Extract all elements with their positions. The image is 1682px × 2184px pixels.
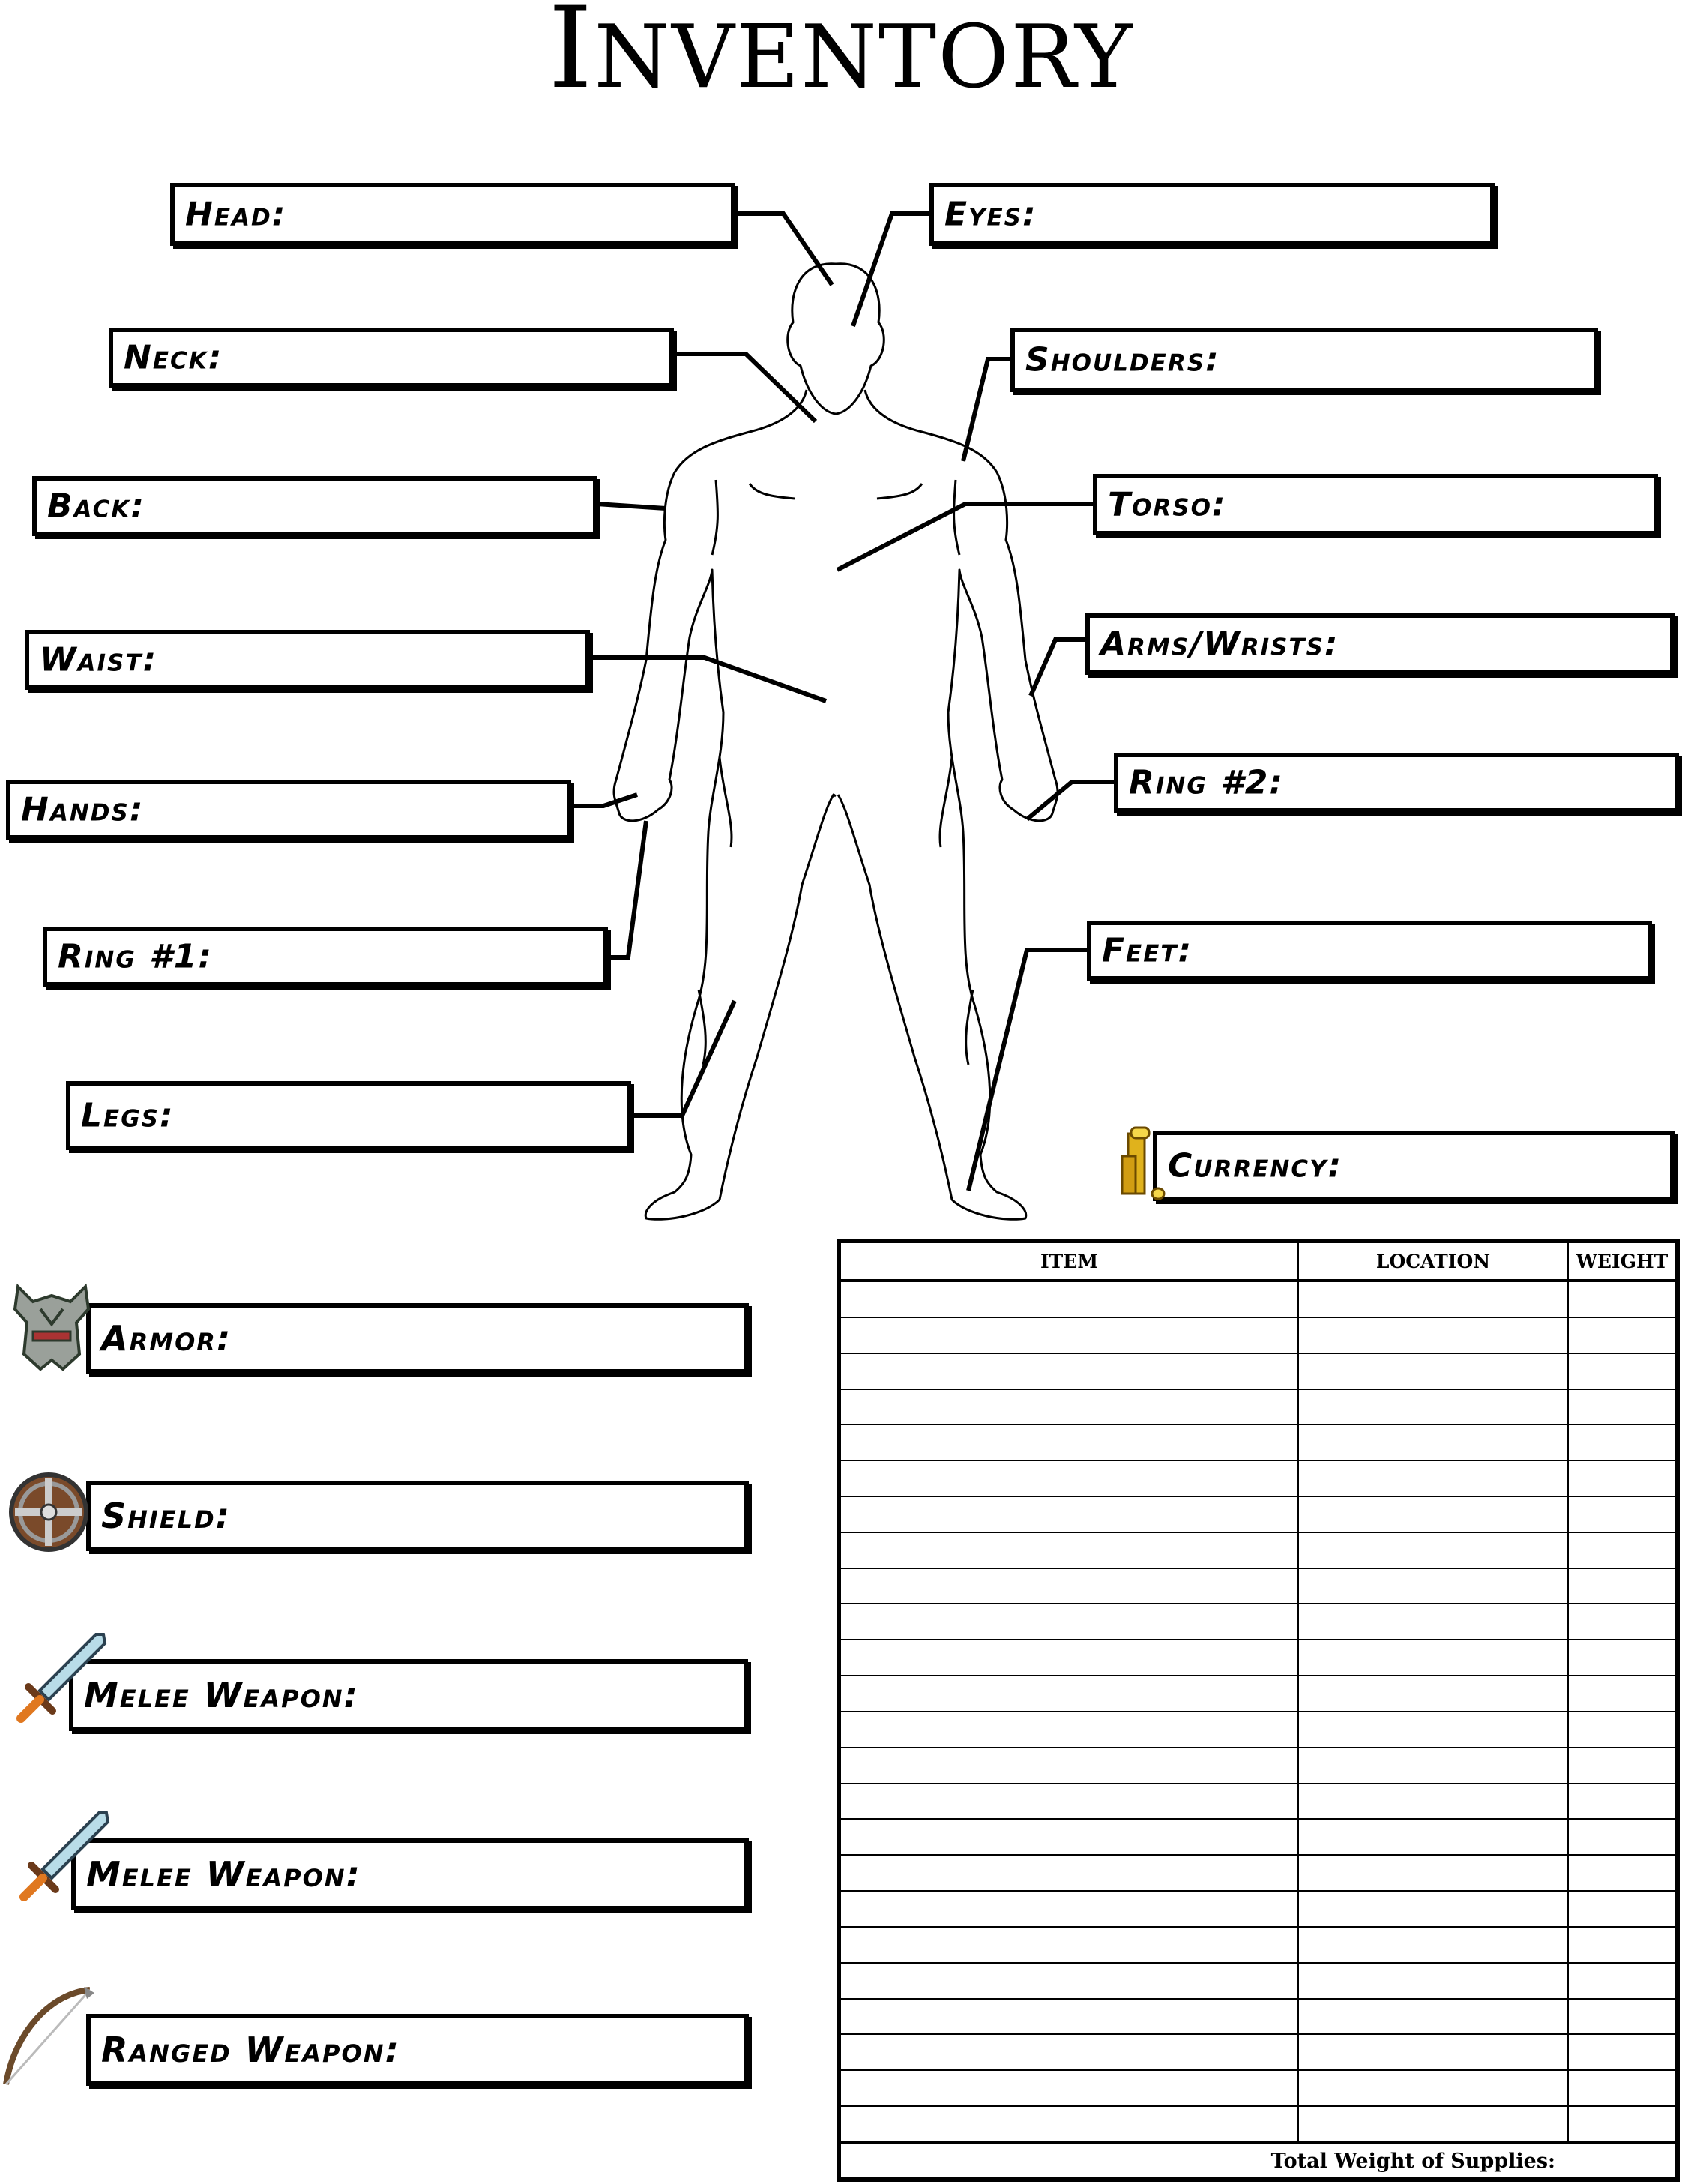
item-cell[interactable] <box>839 1317 1298 1353</box>
location-cell[interactable] <box>1298 2034 1568 2070</box>
table-row <box>839 2070 1678 2106</box>
table-row <box>839 1460 1678 1496</box>
table-row <box>839 1999 1678 2035</box>
table-header-row <box>839 1241 1678 1281</box>
arms-wrists-label: Arms/Wrists: <box>1100 625 1339 664</box>
table-row <box>839 1784 1678 1820</box>
weight-cell[interactable] <box>1568 1855 1678 1891</box>
item-column-header: ITEM <box>839 1241 1298 1281</box>
ring-1-slot[interactable] <box>43 927 608 987</box>
gold-coins-icon <box>1121 1126 1166 1201</box>
table-row <box>839 1891 1678 1927</box>
table-row <box>839 1604 1678 1640</box>
weight-cell[interactable] <box>1568 1568 1678 1604</box>
weight-cell[interactable] <box>1568 1999 1678 2035</box>
item-cell[interactable] <box>839 1999 1298 2035</box>
item-cell[interactable] <box>839 1855 1298 1891</box>
item-cell[interactable] <box>839 1676 1298 1712</box>
eyes-label: Eyes: <box>944 195 1037 234</box>
melee-weapon-1-slot[interactable] <box>69 1659 748 1731</box>
location-cell[interactable] <box>1298 1748 1568 1784</box>
currency-slot[interactable] <box>1153 1131 1675 1201</box>
weight-cell[interactable] <box>1568 1819 1678 1855</box>
item-cell[interactable] <box>839 1604 1298 1640</box>
weight-cell[interactable] <box>1568 1532 1678 1568</box>
location-cell[interactable] <box>1298 1640 1568 1676</box>
location-cell[interactable] <box>1298 1568 1568 1604</box>
location-cell[interactable] <box>1298 1712 1568 1748</box>
feet-slot[interactable] <box>1087 921 1652 981</box>
item-cell[interactable] <box>839 1784 1298 1820</box>
total-weight-label: Total Weight of Supplies: <box>839 2143 1678 2180</box>
ranged-weapon-slot[interactable] <box>86 2014 749 2086</box>
weight-cell[interactable] <box>1568 1425 1678 1460</box>
table-row <box>839 2034 1678 2070</box>
location-cell[interactable] <box>1298 1784 1568 1820</box>
item-cell[interactable] <box>839 1568 1298 1604</box>
inventory-table <box>837 1239 1680 2182</box>
location-cell[interactable] <box>1298 1317 1568 1353</box>
weight-cell[interactable] <box>1568 1963 1678 1999</box>
location-cell[interactable] <box>1298 1891 1568 1927</box>
location-cell[interactable] <box>1298 1281 1568 1317</box>
sword-icon <box>6 1628 111 1733</box>
ring-2-slot[interactable] <box>1114 753 1679 813</box>
location-cell[interactable] <box>1298 1819 1568 1855</box>
feet-label: Feet: <box>1102 931 1193 970</box>
location-cell[interactable] <box>1298 1676 1568 1712</box>
location-column-header: LOCATION <box>1298 1241 1568 1281</box>
weight-cell[interactable] <box>1568 2106 1678 2143</box>
item-cell[interactable] <box>839 1281 1298 1317</box>
item-cell[interactable] <box>839 1389 1298 1425</box>
melee-weapon-1-label: Melee Weapon: <box>84 1675 359 1715</box>
location-cell[interactable] <box>1298 2106 1568 2143</box>
location-cell[interactable] <box>1298 1855 1568 1891</box>
armor-slot[interactable] <box>86 1303 749 1374</box>
item-cell[interactable] <box>839 1425 1298 1460</box>
table-row <box>839 1855 1678 1891</box>
neck-slot[interactable] <box>109 328 674 388</box>
location-cell[interactable] <box>1298 1496 1568 1532</box>
eyes-slot[interactable] <box>929 183 1495 246</box>
item-cell[interactable] <box>839 1748 1298 1784</box>
location-cell[interactable] <box>1298 1460 1568 1496</box>
weight-cell[interactable] <box>1568 1496 1678 1532</box>
back-slot[interactable] <box>32 476 597 536</box>
item-cell[interactable] <box>839 1891 1298 1927</box>
location-cell[interactable] <box>1298 1927 1568 1963</box>
weight-cell[interactable] <box>1568 1891 1678 1927</box>
location-cell[interactable] <box>1298 1963 1568 1999</box>
weight-cell[interactable] <box>1568 1784 1678 1820</box>
neck-label: Neck: <box>124 338 223 377</box>
item-cell[interactable] <box>839 2106 1298 2143</box>
weight-cell[interactable] <box>1568 1389 1678 1425</box>
item-cell[interactable] <box>839 2034 1298 2070</box>
legs-label: Legs: <box>81 1096 175 1135</box>
weight-cell[interactable] <box>1568 1712 1678 1748</box>
weight-cell[interactable] <box>1568 1281 1678 1317</box>
location-cell[interactable] <box>1298 1425 1568 1460</box>
shield-slot[interactable] <box>86 1481 749 1551</box>
ranged-weapon-label: Ranged Weapon: <box>101 2030 400 2070</box>
armor-label: Armor: <box>101 1318 232 1359</box>
table-row <box>839 1353 1678 1389</box>
weight-cell[interactable] <box>1568 1604 1678 1640</box>
head-slot[interactable] <box>170 183 735 246</box>
location-cell[interactable] <box>1298 2070 1568 2106</box>
melee-weapon-2-label: Melee Weapon: <box>86 1854 361 1895</box>
weight-cell[interactable] <box>1568 1640 1678 1676</box>
hands-label: Hands: <box>21 790 145 829</box>
shield-label: Shield: <box>101 1496 232 1536</box>
shoulders-label: Shoulders: <box>1025 340 1220 379</box>
page-title: INVENTORY <box>548 0 1134 114</box>
waist-label: Waist: <box>40 640 158 679</box>
torso-label: Torso: <box>1108 485 1227 524</box>
currency-label: Currency: <box>1168 1146 1343 1185</box>
armor-icon <box>10 1279 93 1375</box>
weight-cell[interactable] <box>1568 1927 1678 1963</box>
location-cell[interactable] <box>1298 1999 1568 2035</box>
shoulders-slot[interactable] <box>1010 328 1598 392</box>
weight-cell[interactable] <box>1568 2070 1678 2106</box>
table-row <box>839 1317 1678 1353</box>
table-row <box>839 1676 1678 1712</box>
weight-cell[interactable] <box>1568 1676 1678 1712</box>
location-cell[interactable] <box>1298 1389 1568 1425</box>
table-row <box>839 1927 1678 1963</box>
item-cell[interactable] <box>839 1819 1298 1855</box>
back-label: Back: <box>47 487 145 526</box>
weight-cell[interactable] <box>1568 1748 1678 1784</box>
table-row <box>839 1532 1678 1568</box>
table-row <box>839 1819 1678 1855</box>
item-cell[interactable] <box>839 1460 1298 1496</box>
shield-icon <box>7 1471 90 1553</box>
item-cell[interactable] <box>839 1532 1298 1568</box>
ring-1-label: Ring #1: <box>58 937 213 976</box>
table-row <box>839 1568 1678 1604</box>
table-row <box>839 2106 1678 2143</box>
melee-weapon-2-slot[interactable] <box>71 1838 749 1910</box>
item-cell[interactable] <box>839 1712 1298 1748</box>
sword-icon <box>9 1807 114 1912</box>
table-row <box>839 1640 1678 1676</box>
head-label: Head: <box>185 195 287 234</box>
table-row <box>839 1963 1678 1999</box>
location-cell[interactable] <box>1298 1353 1568 1389</box>
total-weight-row <box>839 2143 1678 2180</box>
location-cell[interactable] <box>1298 1604 1568 1640</box>
item-cell[interactable] <box>839 1963 1298 1999</box>
item-cell[interactable] <box>839 1353 1298 1389</box>
table-row <box>839 1281 1678 1317</box>
item-cell[interactable] <box>839 2070 1298 2106</box>
arms-wrists-slot[interactable] <box>1085 613 1675 675</box>
table-row <box>839 1496 1678 1532</box>
bow-icon <box>0 1985 97 2090</box>
table-row <box>839 1712 1678 1748</box>
weight-cell[interactable] <box>1568 1353 1678 1389</box>
table-row <box>839 1425 1678 1460</box>
item-cell[interactable] <box>839 1496 1298 1532</box>
ring-2-label: Ring #2: <box>1129 763 1284 802</box>
weight-column-header: WEIGHT <box>1568 1241 1678 1281</box>
weight-cell[interactable] <box>1568 2034 1678 2070</box>
location-cell[interactable] <box>1298 1532 1568 1568</box>
weight-cell[interactable] <box>1568 1317 1678 1353</box>
torso-slot[interactable] <box>1093 474 1658 535</box>
legs-slot[interactable] <box>66 1081 631 1150</box>
item-cell[interactable] <box>839 1640 1298 1676</box>
item-cell[interactable] <box>839 1927 1298 1963</box>
waist-slot[interactable] <box>25 630 590 690</box>
table-row <box>839 1389 1678 1425</box>
table-row <box>839 1748 1678 1784</box>
weight-cell[interactable] <box>1568 1460 1678 1496</box>
hands-slot[interactable] <box>6 780 571 840</box>
